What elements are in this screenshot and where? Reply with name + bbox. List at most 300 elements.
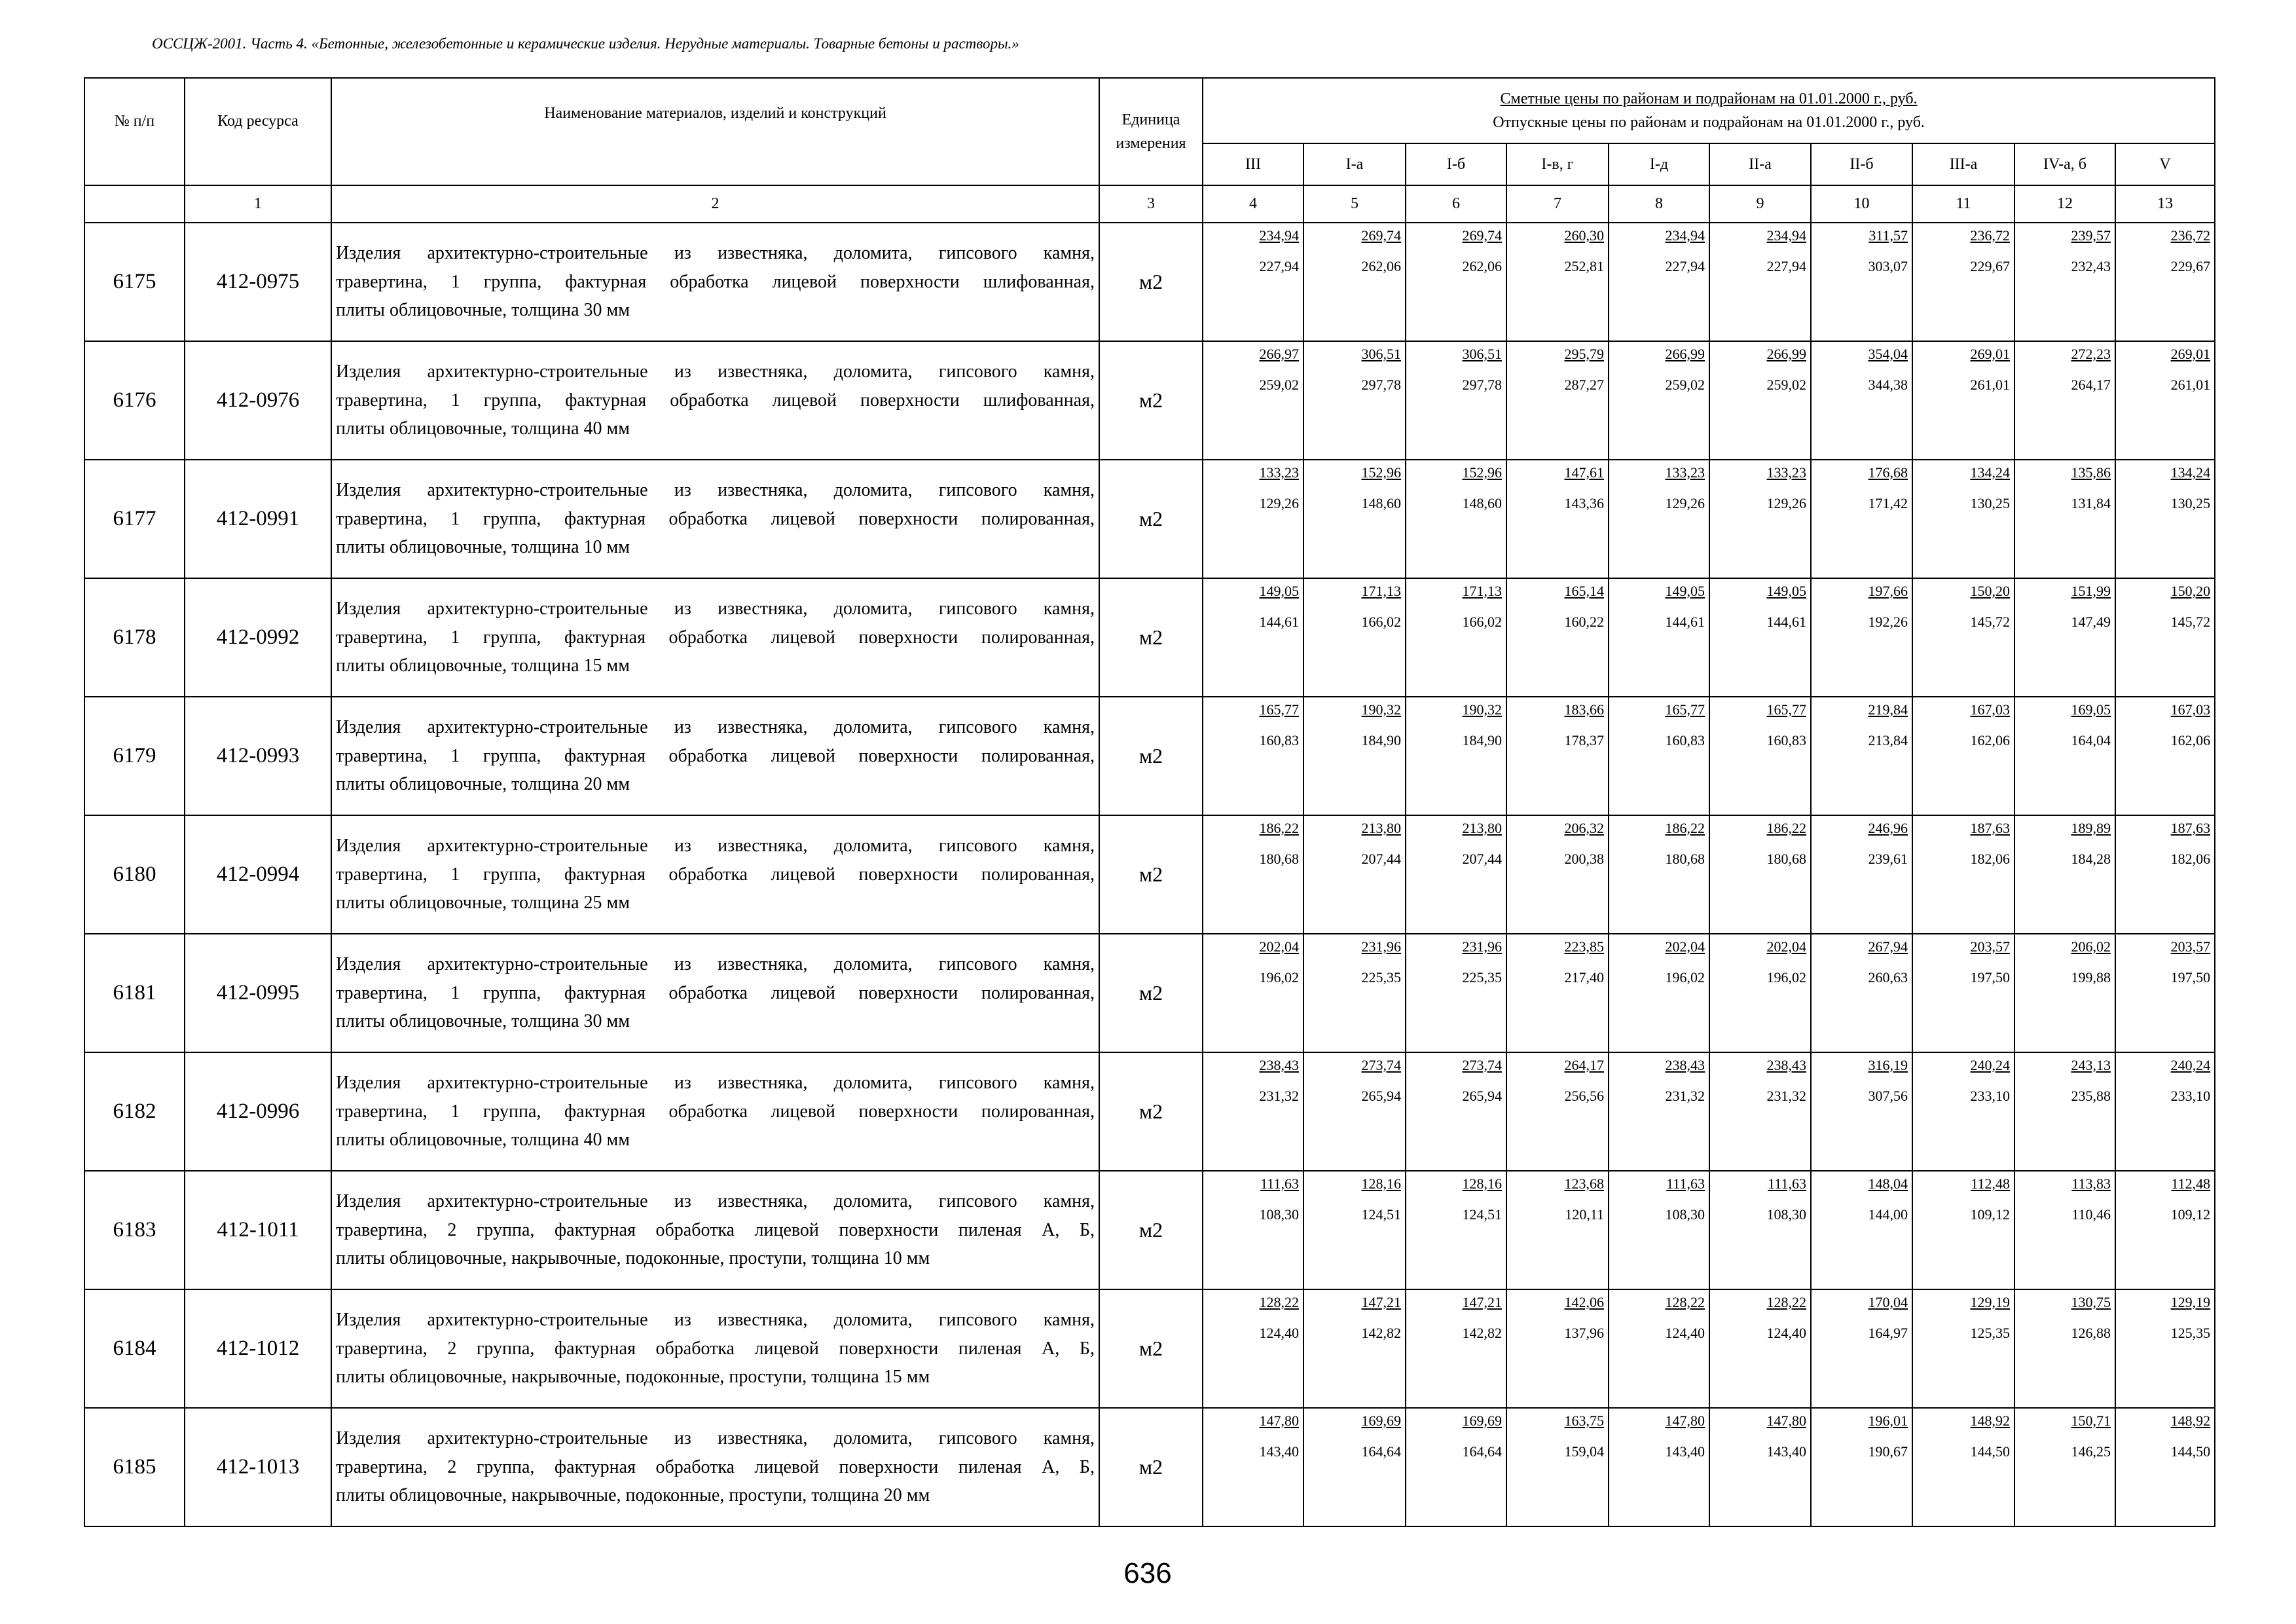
row-number: 6178 — [84, 578, 185, 697]
release-price: 344,38 — [1868, 377, 1908, 394]
release-price: 124,40 — [1766, 1325, 1806, 1342]
estimate-price: 231,96 — [1361, 938, 1401, 955]
resource-code: 412-0995 — [185, 934, 331, 1052]
unit-of-measure: м2 — [1099, 815, 1203, 934]
estimate-price: 167,03 — [1970, 701, 2010, 718]
item-name — [331, 460, 1099, 578]
item-name-line: травертина, 1 группа, фактурная обработка лицевой поверхности полированная, — [336, 982, 1095, 1003]
release-price: 197,50 — [1970, 969, 2010, 986]
estimate-price: 128,22 — [1766, 1294, 1806, 1310]
item-name-line: Изделия архитектурно-строительные из известняка, доломита, гипсового камня, — [336, 1073, 1095, 1094]
price-cell — [1709, 1408, 1811, 1526]
item-name-line: плиты облицовочные, толщина 30 мм — [336, 1011, 630, 1032]
price-cell — [2014, 578, 2115, 697]
release-price: 231,32 — [1766, 1088, 1806, 1105]
estimate-price: 186,22 — [1259, 820, 1299, 836]
resource-code: 412-1011 — [185, 1171, 331, 1289]
price-cell — [1709, 1052, 1811, 1171]
item-name-line: плиты облицовочные, толщина 20 мм — [336, 774, 630, 795]
release-price: 225,35 — [1462, 969, 1502, 986]
price-cell — [2014, 1052, 2115, 1171]
release-price: 196,02 — [1259, 969, 1299, 986]
estimate-price: 150,20 — [2170, 583, 2211, 599]
item-name-line: Изделия архитектурно-строительные из известняка, доломита, гипсового камня, — [336, 480, 1095, 501]
price-cell — [1912, 578, 2014, 697]
price-cell — [2014, 223, 2115, 341]
estimate-price: 128,22 — [1259, 1294, 1299, 1310]
price-cell — [1203, 223, 1303, 341]
region-header: I-в, г — [1506, 143, 1609, 185]
estimate-price: 295,79 — [1564, 346, 1604, 362]
estimate-price: 190,32 — [1361, 701, 1401, 718]
estimate-price: 129,19 — [1970, 1294, 2010, 1310]
item-name-line: травертина, 1 группа, фактурная обработка лицевой поверхности полированная, — [336, 627, 1095, 648]
price-cell — [1709, 578, 1811, 697]
estimate-price: 113,83 — [2071, 1175, 2111, 1192]
release-price: 124,40 — [1259, 1325, 1299, 1342]
estimate-price: 311,57 — [1868, 227, 1908, 244]
estimate-price: 269,01 — [1970, 346, 2010, 362]
price-cell — [1609, 1052, 1709, 1171]
estimate-price: 206,02 — [2071, 938, 2111, 955]
resource-code: 412-0993 — [185, 697, 331, 815]
release-price: 144,61 — [1665, 614, 1705, 631]
item-name-line: плиты облицовочные, накрывочные, подоконные, проступи, толщина 15 мм — [336, 1367, 930, 1388]
estimate-price: 197,66 — [1868, 583, 1908, 599]
item-name — [331, 1408, 1099, 1526]
release-price: 197,50 — [2170, 969, 2211, 986]
estimate-price: 123,68 — [1564, 1175, 1604, 1192]
price-cell — [1303, 934, 1406, 1052]
estimate-price: 238,43 — [1665, 1057, 1705, 1073]
release-price: 229,67 — [2170, 258, 2211, 275]
unit-of-measure: м2 — [1099, 1408, 1203, 1526]
price-cell — [1811, 934, 1912, 1052]
prices-header-release: Отпускные цены по районам и подрайонам на 01.01.2000 г., руб. — [1493, 114, 1925, 131]
release-price: 235,88 — [2071, 1088, 2111, 1105]
item-name-line: травертина, 1 группа, фактурная обработка лицевой поверхности шлифованная, — [336, 390, 1095, 411]
item-name-line: Изделия архитектурно-строительные из известняка, доломита, гипсового камня, — [336, 954, 1095, 975]
item-name-line: Изделия архитектурно-строительные из известняка, доломита, гипсового камня, — [336, 1428, 1095, 1449]
release-price: 182,06 — [1970, 851, 2010, 868]
column-number: 8 — [1609, 185, 1709, 223]
price-cell — [2014, 934, 2115, 1052]
estimate-price: 238,43 — [1766, 1057, 1806, 1073]
price-cell — [2014, 460, 2115, 578]
estimate-price: 147,80 — [1665, 1412, 1705, 1429]
estimate-price: 219,84 — [1868, 701, 1908, 718]
item-name — [331, 1289, 1099, 1408]
region-header: II-б — [1811, 143, 1912, 185]
item-name — [331, 1052, 1099, 1171]
release-price: 164,04 — [2071, 732, 2111, 749]
estimate-price: 202,04 — [1766, 938, 1806, 955]
column-number: 11 — [1912, 185, 2014, 223]
item-name-line: травертина, 2 группа, фактурная обработка лицевой поверхности пиленая А, Б, — [336, 1219, 1095, 1240]
table-row — [84, 1171, 2215, 1289]
estimate-price: 203,57 — [2170, 938, 2211, 955]
price-cell — [1506, 697, 1609, 815]
estimate-price: 266,99 — [1766, 346, 1806, 362]
release-price: 130,25 — [2170, 495, 2211, 512]
release-price: 126,88 — [2071, 1325, 2111, 1342]
estimate-price: 112,48 — [2171, 1175, 2211, 1192]
row-number: 6177 — [84, 460, 185, 578]
price-cell — [1506, 1171, 1609, 1289]
resource-code: 412-0991 — [185, 460, 331, 578]
price-cell — [1303, 1408, 1406, 1526]
price-cell — [2115, 697, 2215, 815]
estimate-price: 165,14 — [1564, 583, 1604, 599]
release-price: 144,61 — [1766, 614, 1806, 631]
price-cell — [1811, 1289, 1912, 1408]
price-cell — [1912, 1408, 2014, 1526]
release-price: 148,60 — [1462, 495, 1502, 512]
release-price: 287,27 — [1564, 377, 1604, 394]
estimate-price: 203,57 — [1970, 938, 2010, 955]
release-price: 178,37 — [1564, 732, 1604, 749]
release-price: 129,26 — [1259, 495, 1299, 512]
release-price: 144,00 — [1868, 1206, 1908, 1223]
price-cell — [2014, 697, 2115, 815]
resource-code: 412-0975 — [185, 223, 331, 341]
estimate-price: 260,30 — [1564, 227, 1604, 244]
estimate-price: 134,24 — [2170, 464, 2211, 481]
price-cell — [1912, 460, 2014, 578]
price-cell — [1709, 1171, 1811, 1289]
col-header-number: № п/п — [84, 78, 185, 185]
release-price: 227,94 — [1665, 258, 1705, 275]
item-name-line: плиты облицовочные, толщина 40 мм — [336, 418, 630, 439]
price-cell — [1609, 815, 1709, 934]
price-cell — [1811, 341, 1912, 460]
estimate-price: 148,92 — [1970, 1412, 2010, 1429]
price-cell — [1406, 1408, 1506, 1526]
table-row — [84, 1408, 2215, 1526]
column-number — [84, 185, 185, 223]
release-price: 259,02 — [1766, 377, 1806, 394]
estimate-price: 111,63 — [1260, 1175, 1299, 1192]
row-number: 6179 — [84, 697, 185, 815]
price-cell — [1303, 1289, 1406, 1408]
price-cell — [1709, 934, 1811, 1052]
release-price: 124,51 — [1462, 1206, 1502, 1223]
price-cell — [1203, 1289, 1303, 1408]
price-cell — [1406, 815, 1506, 934]
column-number-row — [84, 185, 2215, 223]
price-cell — [1303, 578, 1406, 697]
release-price: 108,30 — [1665, 1206, 1705, 1223]
estimate-price: 206,32 — [1564, 820, 1604, 836]
release-price: 124,51 — [1361, 1206, 1401, 1223]
price-cell — [1506, 578, 1609, 697]
estimate-price: 147,80 — [1766, 1412, 1806, 1429]
price-cell — [1912, 1052, 2014, 1171]
col-header-unit: Единица измерения — [1099, 78, 1203, 185]
table-row — [84, 815, 2215, 934]
item-name-line: Изделия архитектурно-строительные из известняка, доломита, гипсового камня, — [336, 836, 1095, 857]
table-row — [84, 578, 2215, 697]
price-cell — [1811, 815, 1912, 934]
price-cell — [2115, 223, 2215, 341]
release-price: 217,40 — [1564, 969, 1604, 986]
release-price: 120,11 — [1565, 1206, 1604, 1223]
estimate-price: 149,05 — [1259, 583, 1299, 599]
release-price: 260,63 — [1868, 969, 1908, 986]
price-cell — [1609, 697, 1709, 815]
price-cell — [1811, 1171, 1912, 1289]
estimate-price: 111,63 — [1768, 1175, 1806, 1192]
unit-of-measure: м2 — [1099, 1052, 1203, 1171]
price-cell — [1609, 1171, 1709, 1289]
price-cell — [2115, 1171, 2215, 1289]
estimate-price: 148,04 — [1868, 1175, 1908, 1192]
region-header: I-а — [1303, 143, 1406, 185]
release-price: 259,02 — [1259, 377, 1299, 394]
price-cell — [1506, 223, 1609, 341]
table-row — [84, 1052, 2215, 1171]
price-cell — [1609, 1289, 1709, 1408]
price-cell — [1303, 1052, 1406, 1171]
column-number: 6 — [1406, 185, 1506, 223]
unit-of-measure: м2 — [1099, 578, 1203, 697]
release-price: 264,17 — [2071, 377, 2111, 394]
release-price: 180,68 — [1766, 851, 1806, 868]
estimate-price: 202,04 — [1665, 938, 1705, 955]
price-cell — [1811, 1408, 1912, 1526]
table-row — [84, 697, 2215, 815]
price-cell — [1709, 697, 1811, 815]
item-name — [331, 934, 1099, 1052]
table-body — [84, 223, 2215, 1526]
price-cell — [1506, 934, 1609, 1052]
price-table — [84, 77, 2215, 1527]
release-price: 164,64 — [1462, 1443, 1502, 1460]
col-header-code: Код ресурса — [185, 78, 331, 185]
estimate-price: 186,22 — [1665, 820, 1705, 836]
table-row — [84, 460, 2215, 578]
estimate-price: 234,94 — [1665, 227, 1705, 244]
price-cell — [2014, 1289, 2115, 1408]
row-number: 6175 — [84, 223, 185, 341]
release-price: 108,30 — [1259, 1206, 1299, 1223]
price-cell — [1912, 341, 2014, 460]
release-price: 265,94 — [1361, 1088, 1401, 1105]
price-cell — [1609, 223, 1709, 341]
price-cell — [1203, 697, 1303, 815]
estimate-price: 147,61 — [1564, 464, 1604, 481]
estimate-price: 236,72 — [2170, 227, 2211, 244]
estimate-price: 130,75 — [2071, 1294, 2111, 1310]
item-name — [331, 341, 1099, 460]
release-price: 297,78 — [1361, 377, 1401, 394]
price-cell — [1506, 1289, 1609, 1408]
estimate-price: 266,97 — [1259, 346, 1299, 362]
estimate-price: 240,24 — [1970, 1057, 2010, 1073]
estimate-price: 267,94 — [1868, 938, 1908, 955]
col-header-name: Наименование материалов, изделий и конструкций — [331, 78, 1099, 185]
resource-code: 412-0976 — [185, 341, 331, 460]
unit-of-measure: м2 — [1099, 341, 1203, 460]
release-price: 124,40 — [1665, 1325, 1705, 1342]
price-cell — [1303, 341, 1406, 460]
release-price: 164,64 — [1361, 1443, 1401, 1460]
price-cell — [1609, 1408, 1709, 1526]
row-number: 6184 — [84, 1289, 185, 1408]
price-cell — [1506, 1408, 1609, 1526]
estimate-price: 171,13 — [1462, 583, 1502, 599]
estimate-price: 142,06 — [1564, 1294, 1604, 1310]
estimate-price: 134,24 — [1970, 464, 2010, 481]
column-number: 7 — [1506, 185, 1609, 223]
column-number: 5 — [1303, 185, 1406, 223]
price-cell — [1609, 578, 1709, 697]
release-price: 297,78 — [1462, 377, 1502, 394]
column-number: 12 — [2014, 185, 2115, 223]
unit-of-measure: м2 — [1099, 934, 1203, 1052]
release-price: 307,56 — [1868, 1088, 1908, 1105]
estimate-price: 190,32 — [1462, 701, 1502, 718]
estimate-price: 354,04 — [1868, 346, 1908, 362]
item-name-line: травертина, 1 группа, фактурная обработка лицевой поверхности полированная, — [336, 508, 1095, 529]
release-price: 261,01 — [1970, 377, 2010, 394]
price-cell — [1609, 934, 1709, 1052]
item-name-line: плиты облицовочные, толщина 15 мм — [336, 655, 630, 676]
price-cell — [2014, 1171, 2115, 1289]
estimate-price: 169,69 — [1361, 1412, 1401, 1429]
estimate-price: 239,57 — [2071, 227, 2111, 244]
price-cell — [1303, 1171, 1406, 1289]
release-price: 227,94 — [1259, 258, 1299, 275]
item-name-line: травертина, 2 группа, фактурная обработка лицевой поверхности пиленая А, Б, — [336, 1456, 1095, 1477]
release-price: 160,83 — [1259, 732, 1299, 749]
release-price: 231,32 — [1665, 1088, 1705, 1105]
item-name-line: Изделия архитектурно-строительные из известняка, доломита, гипсового камня, — [336, 243, 1095, 264]
release-price: 171,42 — [1868, 495, 1908, 512]
release-price: 143,36 — [1564, 495, 1604, 512]
price-cell — [1203, 934, 1303, 1052]
release-price: 213,84 — [1868, 732, 1908, 749]
release-price: 142,82 — [1361, 1325, 1401, 1342]
release-price: 131,84 — [2071, 495, 2111, 512]
price-cell — [2115, 1408, 2215, 1526]
region-header: I-д — [1609, 143, 1709, 185]
release-price: 159,04 — [1564, 1443, 1604, 1460]
estimate-price: 238,43 — [1259, 1057, 1299, 1073]
price-cell — [1912, 934, 2014, 1052]
estimate-price: 223,85 — [1564, 938, 1604, 955]
estimate-price: 306,51 — [1462, 346, 1502, 362]
estimate-price: 169,05 — [2071, 701, 2111, 718]
price-cell — [1303, 223, 1406, 341]
estimate-price: 170,04 — [1868, 1294, 1908, 1310]
price-cell — [1709, 341, 1811, 460]
price-cell — [1203, 341, 1303, 460]
item-name-line: травертина, 2 группа, фактурная обработка лицевой поверхности пиленая А, Б, — [336, 1338, 1095, 1359]
prices-header-estimate: Сметные цены по районам и подрайонам на 01.01.2000 г., руб. — [1500, 90, 1918, 107]
release-price: 143,40 — [1665, 1443, 1705, 1460]
price-cell — [1709, 1289, 1811, 1408]
release-price: 160,83 — [1766, 732, 1806, 749]
price-cell — [1406, 934, 1506, 1052]
resource-code: 412-1012 — [185, 1289, 331, 1408]
prices-header — [1203, 78, 2215, 143]
price-cell — [1609, 460, 1709, 578]
estimate-price: 273,74 — [1462, 1057, 1502, 1073]
item-name-line: плиты облицовочные, толщина 40 мм — [336, 1130, 630, 1151]
item-name-line: травертина, 1 группа, фактурная обработка лицевой поверхности шлифованная, — [336, 271, 1095, 292]
price-cell — [2014, 1408, 2115, 1526]
document-header: ОССЦЖ-2001. Часть 4. «Бетонные, железобетонные и керамические изделия. Нерудные материалы. Товарные бетоны и растворы.» — [152, 35, 1019, 52]
release-price: 196,02 — [1665, 969, 1705, 986]
estimate-price: 149,05 — [1665, 583, 1705, 599]
price-cell — [1303, 460, 1406, 578]
estimate-price: 128,16 — [1462, 1175, 1502, 1192]
price-cell — [1811, 223, 1912, 341]
estimate-price: 234,94 — [1766, 227, 1806, 244]
region-header: IV-а, б — [2014, 143, 2115, 185]
release-price: 200,38 — [1564, 851, 1604, 868]
release-price: 148,60 — [1361, 495, 1401, 512]
price-cell — [1811, 1052, 1912, 1171]
price-cell — [1203, 815, 1303, 934]
release-price: 137,96 — [1564, 1325, 1604, 1342]
release-price: 162,06 — [2170, 732, 2211, 749]
release-price: 125,35 — [1970, 1325, 2010, 1342]
price-cell — [1709, 815, 1811, 934]
item-name-line: плиты облицовочные, толщина 10 мм — [336, 537, 630, 558]
row-number: 6181 — [84, 934, 185, 1052]
release-price: 231,32 — [1259, 1088, 1299, 1105]
item-name-line: Изделия архитектурно-строительные из известняка, доломита, гипсового камня, — [336, 599, 1095, 619]
release-price: 232,43 — [2071, 258, 2111, 275]
estimate-price: 169,69 — [1462, 1412, 1502, 1429]
item-name-line: Изделия архитектурно-строительные из известняка, доломита, гипсового камня, — [336, 717, 1095, 738]
item-name — [331, 578, 1099, 697]
estimate-price: 189,89 — [2071, 820, 2111, 836]
price-cell — [2115, 934, 2215, 1052]
table-row — [84, 341, 2215, 460]
estimate-price: 129,19 — [2170, 1294, 2211, 1310]
column-number: 13 — [2115, 185, 2215, 223]
release-price: 144,61 — [1259, 614, 1299, 631]
estimate-price: 151,99 — [2071, 583, 2111, 599]
row-number: 6176 — [84, 341, 185, 460]
estimate-price: 272,23 — [2071, 346, 2111, 362]
release-price: 190,67 — [1868, 1443, 1908, 1460]
price-cell — [2014, 815, 2115, 934]
estimate-price: 316,19 — [1868, 1057, 1908, 1073]
item-name — [331, 697, 1099, 815]
column-number: 3 — [1099, 185, 1203, 223]
estimate-price: 176,68 — [1868, 464, 1908, 481]
price-cell — [1912, 1171, 2014, 1289]
estimate-price: 196,01 — [1868, 1412, 1908, 1429]
column-number: 2 — [331, 185, 1099, 223]
estimate-price: 269,01 — [2170, 346, 2211, 362]
release-price: 184,90 — [1462, 732, 1502, 749]
table-row — [84, 1289, 2215, 1408]
release-price: 143,40 — [1766, 1443, 1806, 1460]
price-cell — [2115, 578, 2215, 697]
release-price: 145,72 — [1970, 614, 2010, 631]
resource-code: 412-0992 — [185, 578, 331, 697]
row-number: 6182 — [84, 1052, 185, 1171]
estimate-price: 187,63 — [2170, 820, 2211, 836]
item-name — [331, 223, 1099, 341]
release-price: 144,50 — [1970, 1443, 2010, 1460]
price-cell — [1406, 341, 1506, 460]
